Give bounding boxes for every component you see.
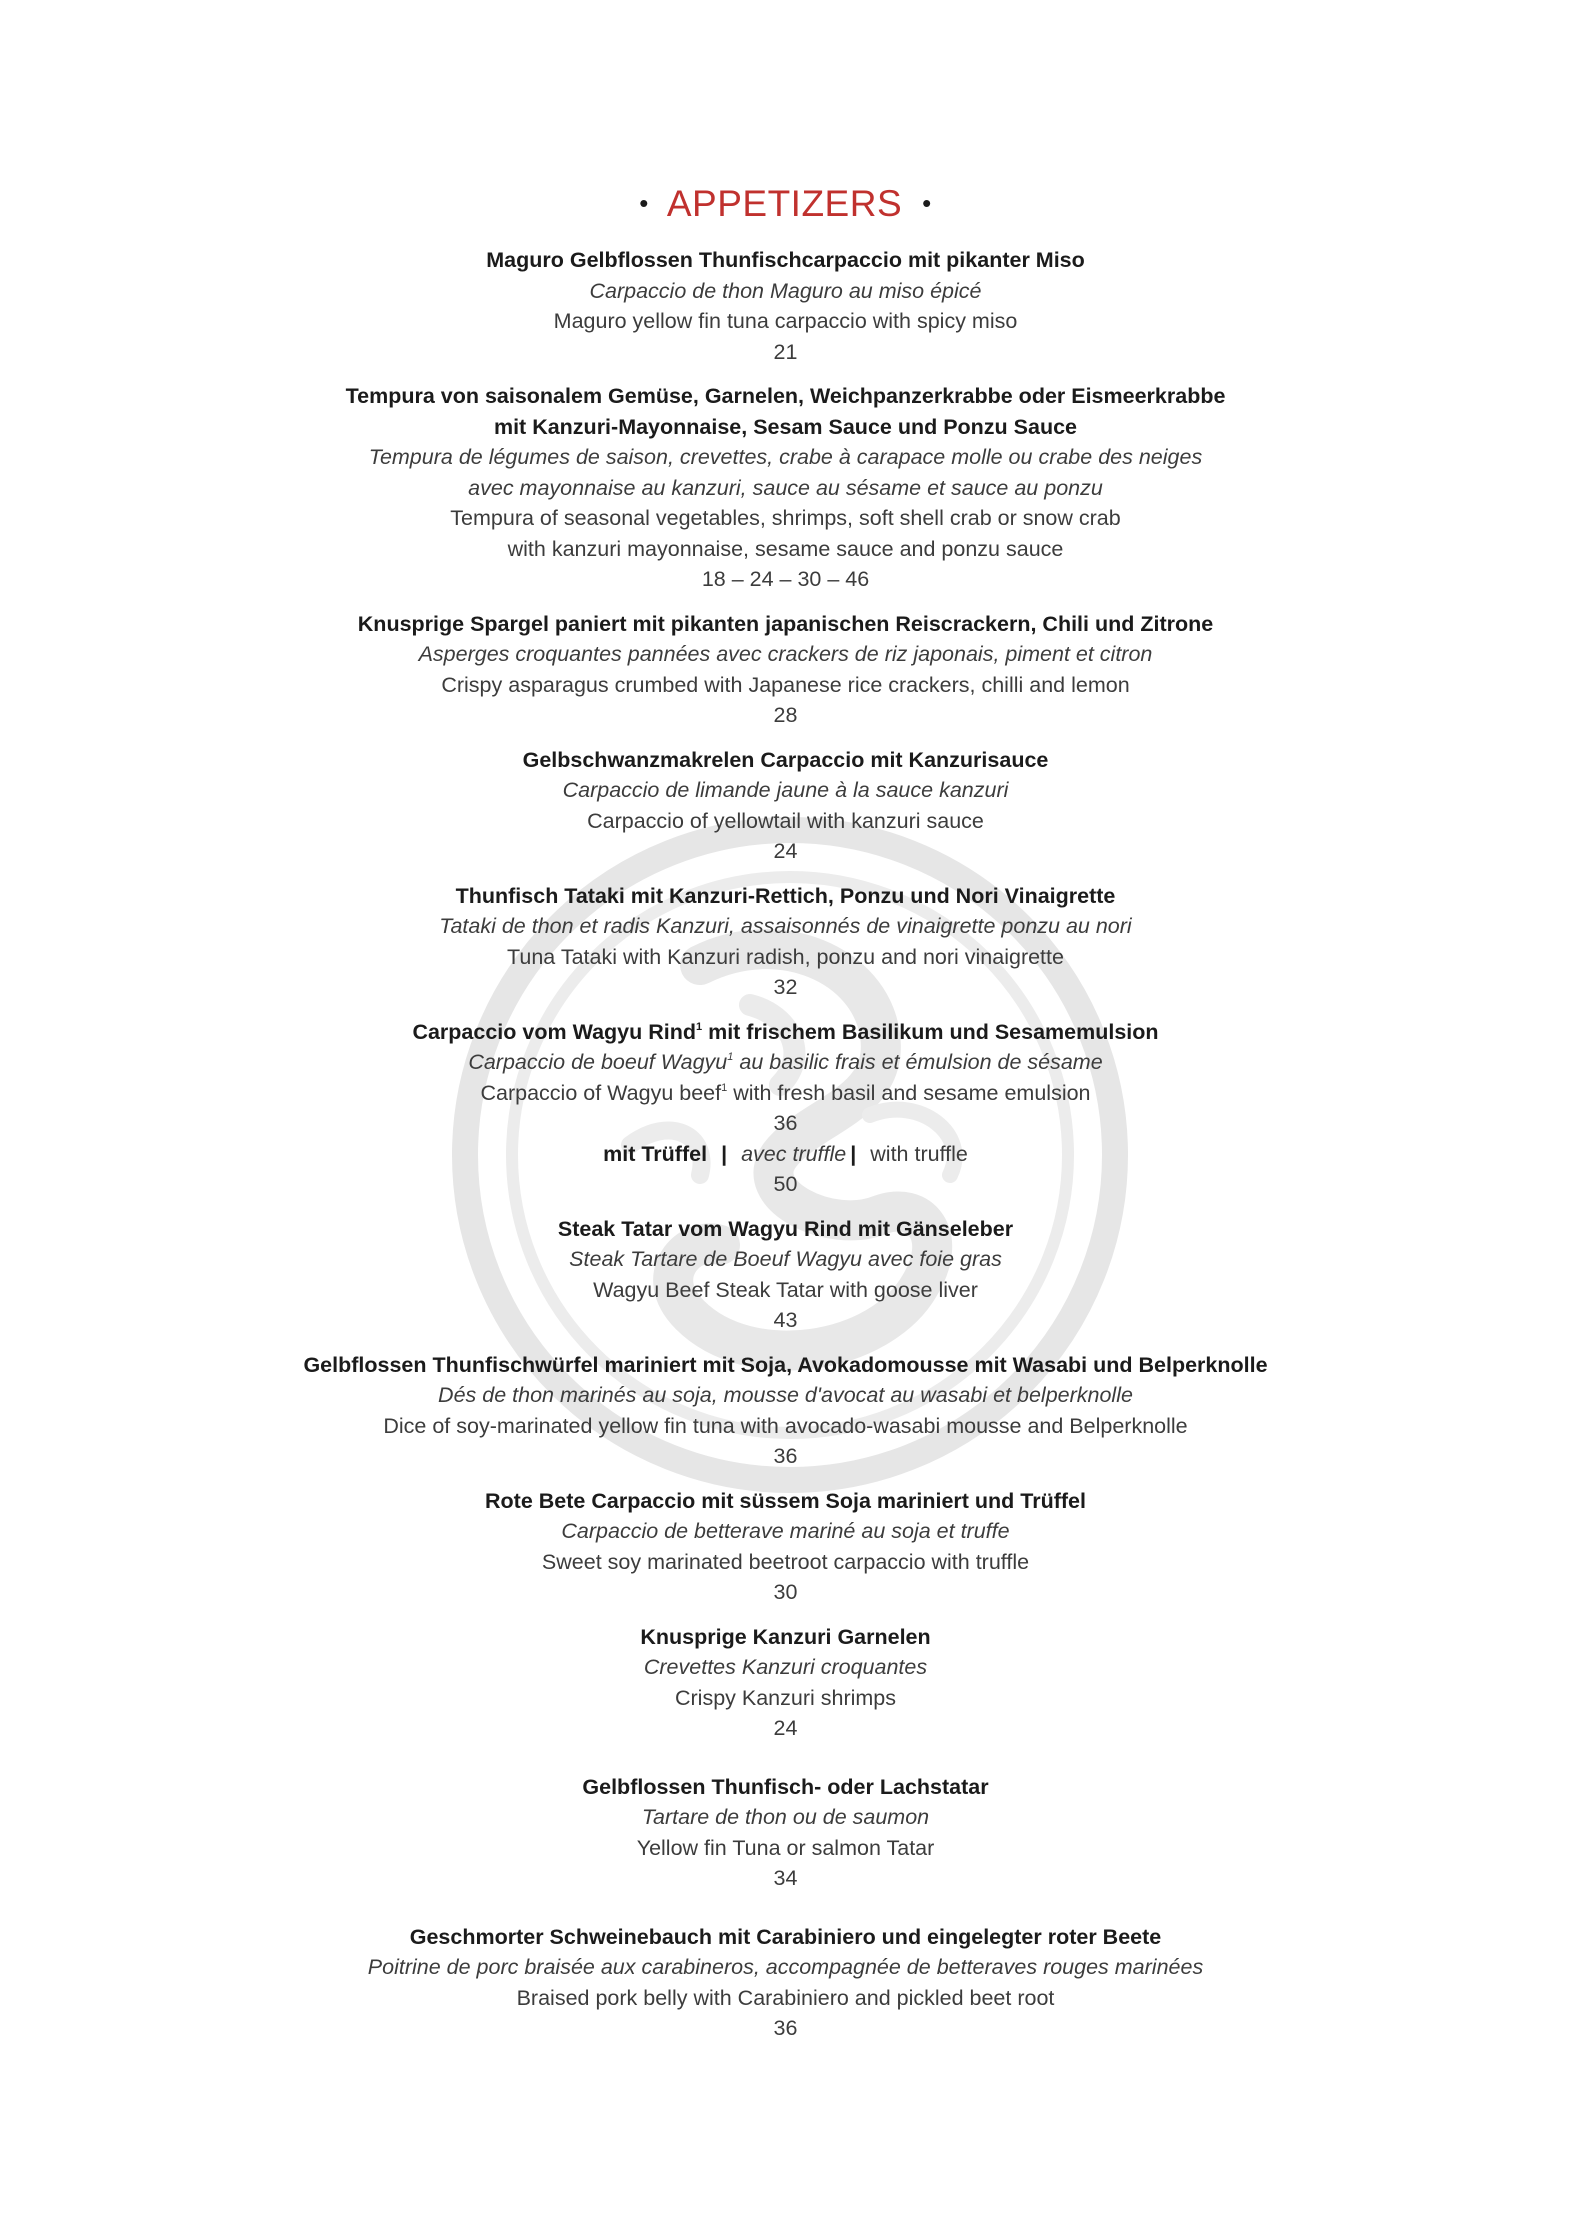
item-name-en: Maguro yellow fin tuna carpaccio with spicy miso	[553, 309, 1018, 333]
item-name-de: Knusprige Kanzuri Garnelen	[640, 1624, 931, 1649]
bullet-icon: •	[639, 188, 649, 218]
menu-item	[0, 1214, 1571, 1336]
menu-item	[0, 1922, 1571, 2044]
menu-items	[0, 245, 1571, 2058]
item-name-en: Wagyu Beef Steak Tatar with goose liver	[593, 1277, 978, 1302]
item-name-de: Gelbflossen Thunfisch- oder Lachstatar	[582, 1774, 989, 1799]
menu-item	[0, 381, 1571, 595]
item-name-fr: Steak Tartare de Boeuf Wagyu avec foie gras	[569, 1247, 1002, 1271]
section-heading	[0, 178, 1571, 229]
menu-item	[0, 1017, 1571, 1200]
section-title: APPETIZERS	[666, 183, 903, 224]
item-name-de: Gelbschwanzmakrelen Carpaccio mit Kanzurisauce	[522, 747, 1049, 772]
item-name-de-line2: mit Kanzuri-Mayonnaise, Sesam Sauce und Ponzu Sauce	[493, 414, 1078, 439]
item-name-fr: Asperges croquantes pannées avec crackers de riz japonais, piment et citron	[418, 642, 1153, 666]
item-name-fr: Tartare de thon ou de saumon	[641, 1805, 930, 1829]
item-price: 30	[773, 1580, 798, 1604]
item-name-fr: Carpaccio de boeuf Wagyu$^1$ au basilic frais et émulsion de sésame	[468, 1050, 1103, 1074]
item-price: 21	[773, 339, 798, 364]
item-price: 28	[773, 703, 798, 727]
item-price: 24	[773, 839, 798, 863]
menu-item	[0, 745, 1571, 867]
item-price: 43	[773, 1308, 798, 1332]
menu-item	[0, 1350, 1571, 1472]
bullet-icon: •	[922, 188, 932, 218]
item-price: 32	[773, 975, 798, 999]
item-price: 18 – 24 – 30 – 46	[701, 567, 870, 591]
variant-name-en: with truffle	[870, 1141, 968, 1166]
item-price: 36	[773, 1444, 798, 1468]
item-name-en-line2: with kanzuri mayonnaise, sesame sauce and ponzu sauce	[507, 536, 1064, 561]
item-name-en: Tuna Tataki with Kanzuri radish, ponzu and nori vinaigrette	[507, 944, 1064, 969]
item-name-de: Thunfisch Tataki mit Kanzuri-Rettich, Ponzu und Nori Vinaigrette	[455, 883, 1116, 908]
variant-price: 50	[773, 1172, 798, 1196]
item-name-fr: Dés de thon marinés au soja, mousse d'avocat au wasabi et belperknolle	[438, 1383, 1133, 1407]
item-name-fr-line2: avec mayonnaise au kanzuri, sauce au sésame et sauce au ponzu	[468, 475, 1103, 500]
item-price: 36	[773, 1111, 798, 1135]
item-name-fr: Carpaccio de thon Maguro au miso épicé	[589, 278, 982, 303]
item-name-de: Geschmorter Schweinebauch mit Carabiniero und eingelegter roter Beete	[409, 1924, 1162, 1949]
item-name-de: Steak Tatar vom Wagyu Rind mit Gänseleber	[557, 1216, 1014, 1241]
item-name-en: Braised pork belly with Carabiniero and pickled beet root	[516, 1985, 1055, 2010]
footnote-marker: 1	[727, 1051, 734, 1063]
item-name-en: Yellow fin Tuna or salmon Tatar	[636, 1835, 935, 1860]
item-price: 36	[773, 2016, 798, 2040]
item-name-de: Knusprige Spargel paniert mit pikanten japanischen Reiscrackern, Chili und Zitrone	[357, 611, 1214, 636]
menu-item	[0, 1486, 1571, 1608]
item-name-en: Sweet soy marinated beetroot carpaccio with truffle	[541, 1549, 1030, 1574]
item-name-en: Tempura of seasonal vegetables, shrimps, soft shell crab or snow crab	[450, 506, 1121, 530]
menu-item	[0, 881, 1571, 1003]
item-name-de: Carpaccio vom Wagyu Rind$^1$ mit frischem Basilikum und Sesamemulsion	[412, 1019, 1159, 1044]
item-name-en: Carpaccio of yellowtail with kanzuri sauce	[587, 808, 984, 833]
item-name-de: Gelbflossen Thunfischwürfel mariniert mit Soja, Avokadomousse mit Wasabi und Belperknolle	[303, 1352, 1268, 1377]
item-name-fr: Tataki de thon et radis Kanzuri, assaisonnés de vinaigrette ponzu au nori	[439, 914, 1132, 938]
variant-separator: |	[721, 1141, 728, 1166]
item-name-fr: Carpaccio de betterave mariné au soja et truffe	[561, 1519, 1010, 1543]
item-name-fr: Poitrine de porc braisée aux carabineros, accompagnée de betteraves rouges marinées	[367, 1955, 1204, 1979]
variant-separator: |	[850, 1141, 857, 1166]
item-name-fr: Crevettes Kanzuri croquantes	[643, 1655, 928, 1679]
menu-item	[0, 245, 1571, 367]
item-name-en: Dice of soy-marinated yellow fin tuna with avocado-wasabi mousse and Belperknolle	[383, 1413, 1188, 1438]
item-name-en: Crispy asparagus crumbed with Japanese rice crackers, chilli and lemon	[441, 672, 1130, 697]
variant-name-fr: avec truffle	[741, 1141, 847, 1166]
item-name-de: Rote Bete Carpaccio mit süssem Soja mariniert und Trüffel	[485, 1488, 1086, 1513]
item-variant	[0, 1139, 1571, 1170]
menu-item	[0, 1622, 1571, 1744]
item-name-de: Tempura von saisonalem Gemüse, Garnelen, Weichpanzerkrabbe oder Eismeerkrabbe	[345, 384, 1226, 408]
footnote-marker: 1	[695, 1020, 703, 1033]
footnote-marker: 1	[721, 1081, 728, 1094]
menu-item	[0, 609, 1571, 731]
variant-name-de: mit Trüffel	[603, 1141, 708, 1166]
menu-item	[0, 1772, 1571, 1894]
item-price: 24	[773, 1716, 798, 1740]
item-name-de: Maguro Gelbflossen Thunfischcarpaccio mit pikanter Miso	[486, 248, 1085, 272]
item-price: 34	[773, 1866, 798, 1890]
item-name-fr: Carpaccio de limande jaune à la sauce kanzuri	[562, 778, 1009, 802]
item-name-fr: Tempura de légumes de saison, crevettes, crabe à carapace molle ou crabe des neiges	[368, 445, 1203, 469]
item-name-en: Carpaccio of Wagyu beef$^1$ with fresh basil and sesame emulsion	[480, 1080, 1091, 1105]
item-name-en: Crispy Kanzuri shrimps	[674, 1685, 897, 1710]
